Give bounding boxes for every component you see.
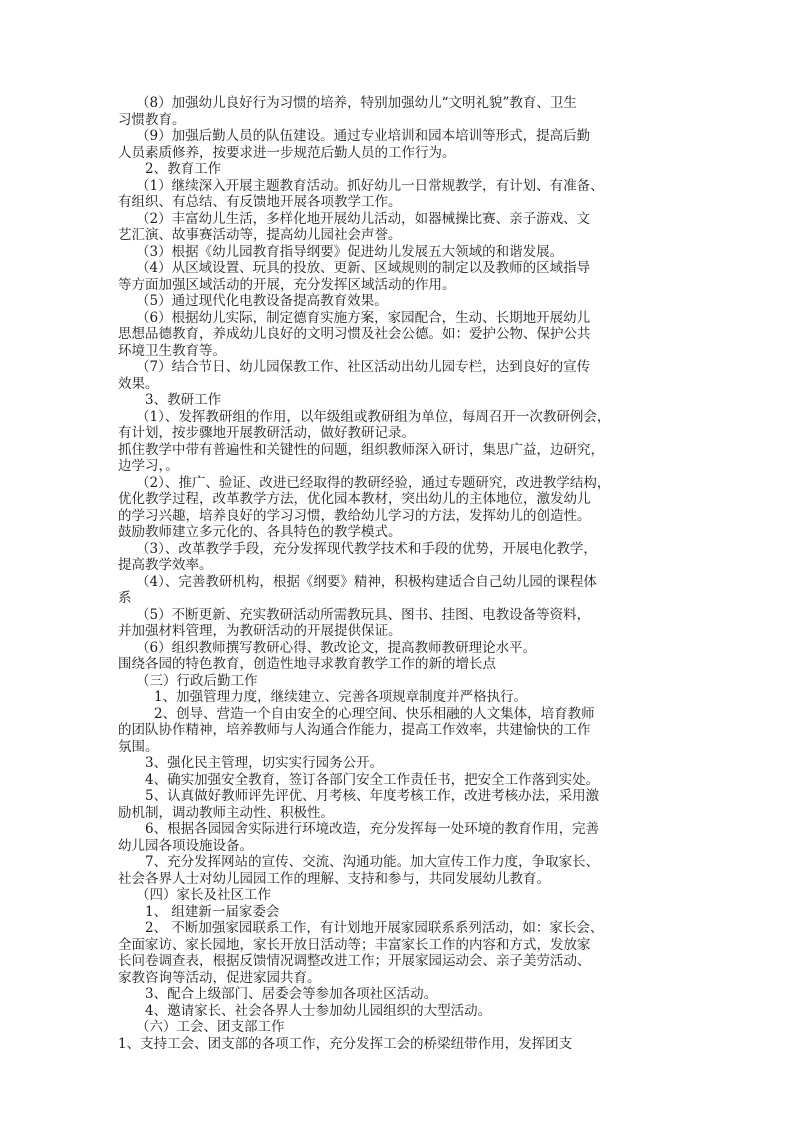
text-line: 3、配合上级部门、居委会等参加各项社区活动。 bbox=[145, 986, 438, 1002]
text-line: 家教咨询等活动，促进家园共育。 bbox=[118, 969, 321, 986]
text-line: （2）、推广、验证、改进已经取得的教研经验，通过专题研究，改进教学结构， bbox=[136, 474, 611, 491]
text-line: （6）组织教师撰写教研心得、教改论文，提高教师教研理论水平。 bbox=[136, 639, 537, 656]
text-line: （5）不断更新、充实教研活动所需教玩具、图书、挂图、电教设备等资料， bbox=[136, 606, 591, 623]
text-line: （四）家长及社区工作 bbox=[136, 887, 271, 903]
text-line: （3）、改革教学手段，充分发挥现代教学技术和手段的优势，开展电化教学， bbox=[136, 540, 597, 557]
text-line: 并加强材料管理，为教研活动的开展提供保证。 bbox=[118, 623, 402, 639]
text-line: 习惯教育。 bbox=[118, 111, 186, 128]
text-line: 6、根据各园园舍实际进行环境改造，充分发挥每一处环境的教育作用，完善 bbox=[145, 821, 600, 837]
text-line: 全面家访、家长园地，家长开放日活动等；丰富家长工作的内容和方式，发放家 bbox=[118, 936, 591, 953]
text-line: （9）加强后勤人员的队伍建设。通过专业培训和园本培训等形式，提高后勤 bbox=[136, 128, 591, 144]
text-line: （4）从区域设置、玩具的投放、更新、区域规则的制定以及教师的区域指导 bbox=[136, 260, 591, 276]
text-line: 1、加强管理力度，继续建立、完善各项规章制度并严格执行。 bbox=[154, 689, 528, 705]
text-line: 4、邀请家长、社会各界人士参加幼儿园组织的大型活动。 bbox=[145, 1002, 492, 1019]
text-line: 鼓励教师建立多元化的、各具特色的教学模式。 bbox=[118, 524, 402, 540]
text-line: 抓住教学中带有普遍性和关键性的问题，组织教师深入研讨，集思广益，边研究， bbox=[118, 441, 604, 458]
text-line: 氛围。 bbox=[118, 738, 159, 755]
text-line: （3）根据《幼儿园教育指导纲要》促进幼儿发展五大领域的和谐发展。 bbox=[136, 243, 564, 260]
text-line: （三）行政后勤工作 bbox=[136, 672, 258, 689]
text-line: 2、 不断加强家园联系工作，有计划地开展家园联系系列活动，如：家长会、 bbox=[145, 920, 604, 936]
text-line: （4）、完善教研机构，根据《纲要》精神，积极构建适合自己幼儿园的课程体 bbox=[136, 573, 597, 590]
text-line: 社会各界人士对幼儿园园工作的理解、支持和参与，共同发展幼儿教育。 bbox=[118, 870, 550, 887]
text-line: （5）通过现代化电教设备提高教育效果。 bbox=[136, 293, 388, 309]
text-line: （6）根据幼儿实际，制定德育实施方案，家园配合，生动、长期地开展幼儿 bbox=[136, 309, 591, 326]
text-line: 7、充分发挥网站的宣传、交流、沟通功能。加大宣传工作力度，争取家长、 bbox=[145, 854, 600, 870]
text-line: （2）丰富幼儿生活，多样化地开展幼儿活动，如器械操比赛、亲子游戏、文 bbox=[136, 210, 591, 227]
text-line: 效果。 bbox=[118, 375, 159, 392]
text-line: 1、 组建新一届家委会 bbox=[145, 903, 280, 920]
text-line: 的学习兴趣，培养良好的学习习惯，教给幼儿学习的方法，发挥幼儿的创造性。 bbox=[118, 507, 591, 524]
text-line: 艺汇演、故事赛活动等，提高幼儿园社会声誉。 bbox=[118, 227, 402, 243]
document-body bbox=[118, 95, 678, 1052]
text-line: 的团队协作精神，培养教师与人沟通合作能力，提高工作效率，共建愉快的工作 bbox=[118, 722, 591, 738]
text-line: （1）继续深入开展主题教育活动。抓好幼儿一日常规教学，有计划、有准备、 bbox=[136, 177, 604, 194]
text-line: 环境卫生教育等。 bbox=[118, 342, 226, 359]
text-line: 3、强化民主管理，切实实行园务公开。 bbox=[145, 755, 384, 771]
text-line: 5、认真做好教师评先评优、月考核、年度考核工作，改进考核办法，采用激 bbox=[145, 788, 600, 804]
text-line: 有计划，按步骤地开展教研活动，做好教研记录。 bbox=[118, 425, 415, 441]
text-line: 提高教学效率。 bbox=[118, 557, 213, 573]
text-line: 2、教育工作 bbox=[145, 161, 222, 177]
text-line: 围绕各园的特色教育，创造性地寻求教育教学工作的新的增长点 bbox=[118, 656, 496, 672]
text-line: 思想品德教育，养成幼儿良好的文明习惯及社会公德。如：爱护公物、保护公共 bbox=[118, 326, 591, 342]
text-line: 励机制，调动教师主动性、积极性。 bbox=[118, 804, 334, 821]
text-line: （1）、发挥教研组的作用，以年级组或教研组为单位，每周召开一次教研例会， bbox=[136, 408, 611, 425]
text-line: 系 bbox=[118, 590, 132, 606]
text-line: （六）工会、团支部工作 bbox=[136, 1019, 285, 1035]
text-line: 人员素质修养，按要求进一步规范后勤人员的工作行为。 bbox=[118, 144, 456, 161]
text-line: （8）加强幼儿良好行为习惯的培养，特别加强幼儿“文明礼貌”教育、卫生 bbox=[136, 95, 577, 111]
text-line: 1、支持工会、团支部的各项工作，充分发挥工会的桥梁纽带作用，发挥团支 bbox=[118, 1035, 573, 1052]
text-line: （7）结合节日、幼儿园保教工作、社区活动出幼儿园专栏，达到良好的宣传 bbox=[136, 359, 591, 375]
text-line: 有组织、有总结、有反馈地开展各项教学工作。 bbox=[118, 194, 402, 210]
text-line: 长问卷调查表，根据反馈情况调整改进工作；开展家园运动会、亲子美劳活动、 bbox=[118, 953, 591, 969]
text-line: 等方面加强区域活动的开展，充分发挥区域活动的作用。 bbox=[118, 276, 456, 293]
text-line: 3、教研工作 bbox=[145, 392, 222, 408]
text-line: 2、创导、营造一个自由安全的心理空间、快乐相融的人文集体，培育教师 bbox=[154, 705, 595, 722]
text-line: 4、确实加强安全教育，签订各部门安全工作责任书，把安全工作落到实处。 bbox=[145, 771, 600, 788]
text-line: 边学习，。 bbox=[118, 458, 179, 474]
text-line: 优化教学过程，改革教学方法，优化园本教材，突出幼儿的主体地位，激发幼儿 bbox=[118, 491, 591, 507]
text-line: 幼儿园各项设施设备。 bbox=[118, 837, 253, 854]
